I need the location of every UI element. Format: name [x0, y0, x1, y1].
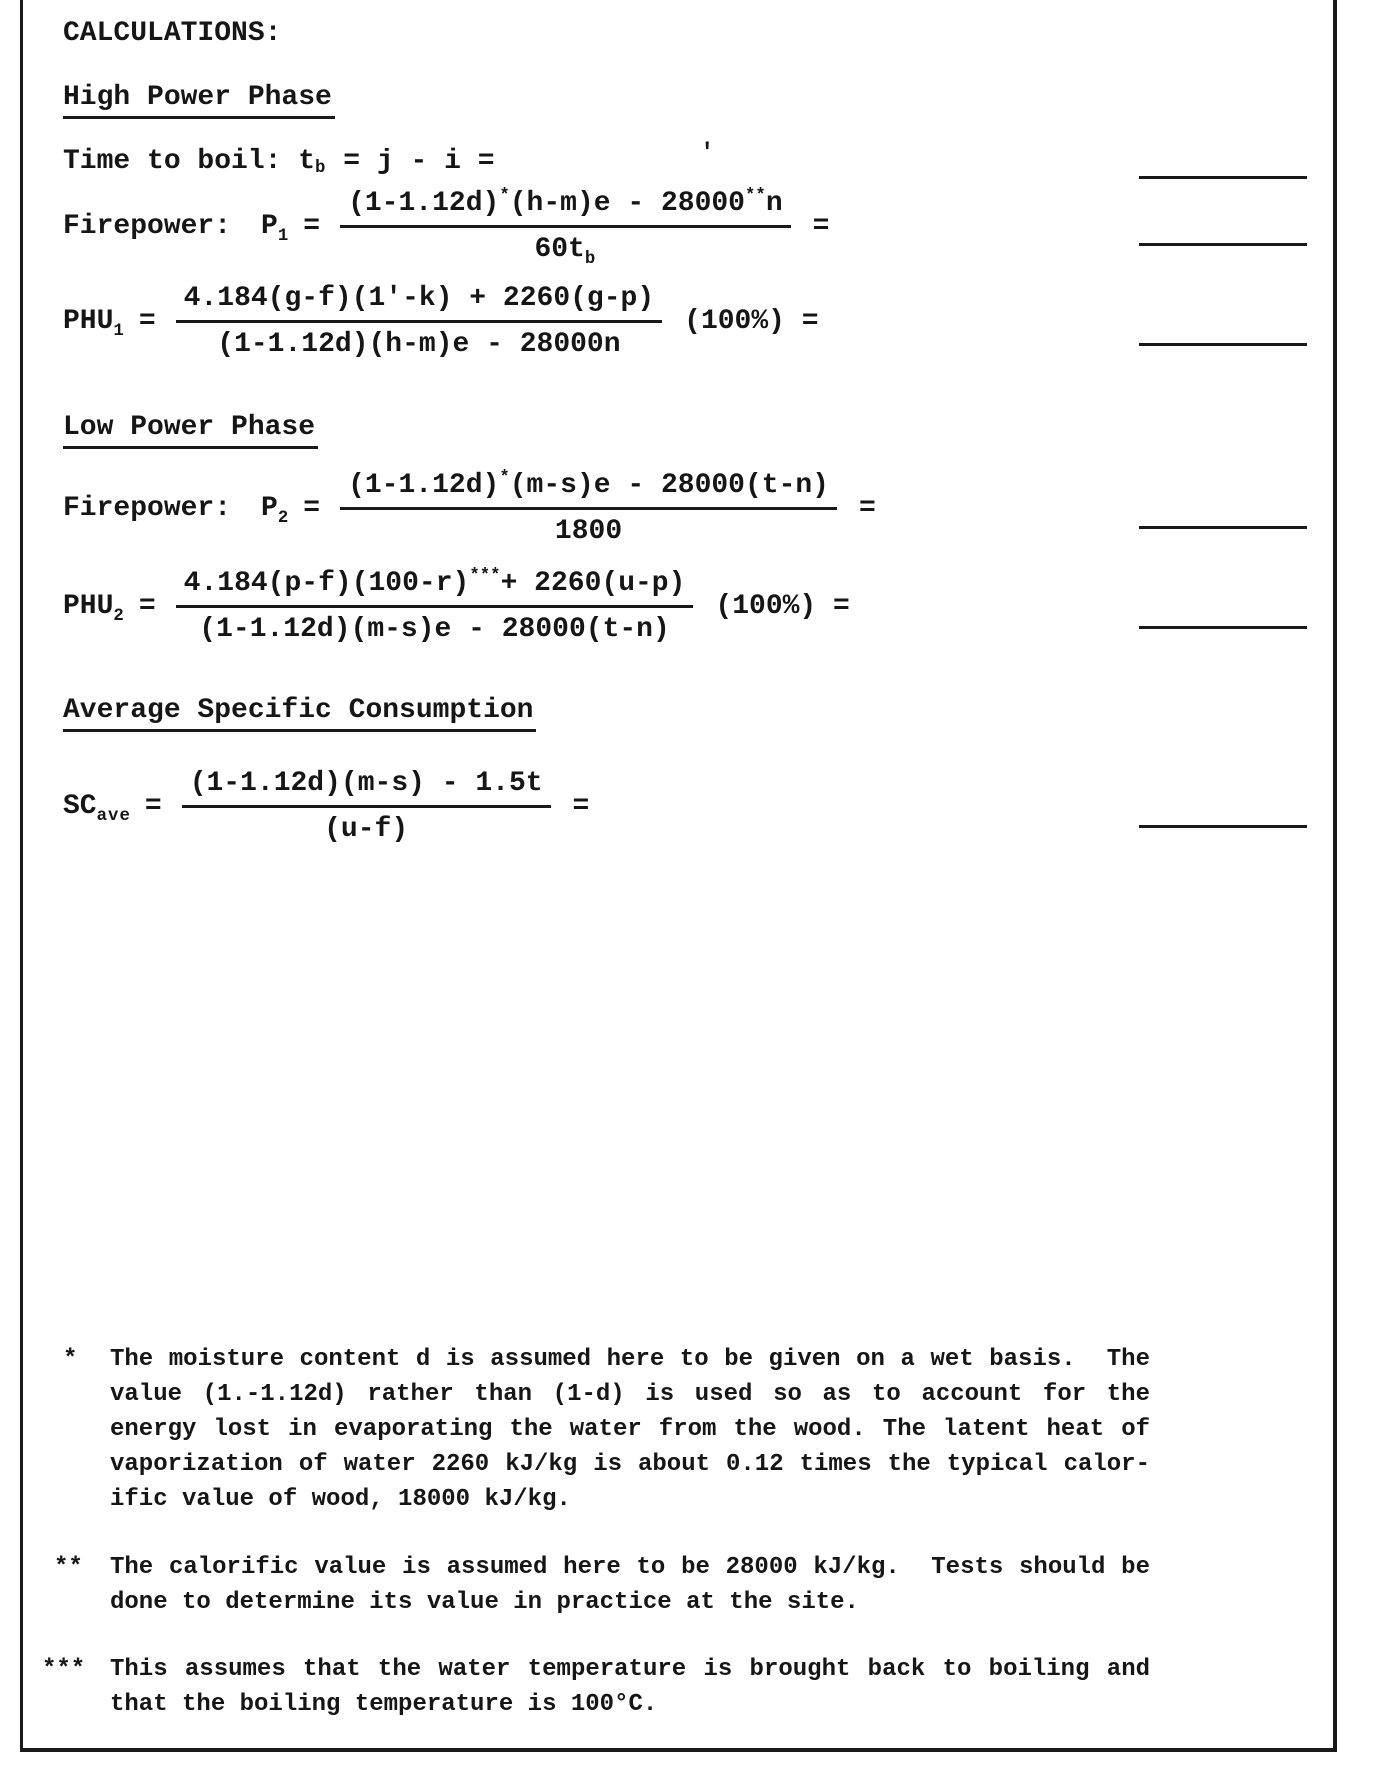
phu2-symbol: [63, 591, 125, 626]
page-title: CALCULATIONS:: [63, 18, 282, 49]
p2-fraction: [340, 470, 837, 547]
sc-ave-formula: [63, 768, 589, 845]
p2-var-sub: 2: [277, 508, 290, 528]
sc-var-sub: ave: [96, 806, 131, 826]
footnote-1-text: [110, 1342, 1150, 1517]
footnote-2-line-1: The calorific value is assumed here to be 28000 kJ/kg. Tests should be: [110, 1554, 1150, 1581]
footnote-1-line-4: vaporization of water 2260 kJ/kg is about 0.12 times the typical calor-: [110, 1451, 1150, 1478]
p2-result-equals: =: [859, 493, 876, 524]
footnote-1-line-1: The moisture content d is assumed here to be given on a wet basis. The: [110, 1346, 1150, 1373]
phu2-num-b: + 2260(u-p): [500, 568, 686, 599]
p1-fraction: [340, 187, 791, 269]
phu2-var: PHU: [63, 591, 114, 622]
firepower-p1-label: Firepower:: [63, 211, 232, 242]
footnote-2-text: [110, 1550, 1150, 1620]
phu1-denominator: (1-1.12d)(h-m)e - 28000n: [217, 329, 621, 360]
phu2-percent-equals: (100%) =: [715, 591, 850, 622]
phu2-equals: =: [138, 591, 156, 622]
phu1-formula: [63, 283, 819, 360]
sc-fraction: [182, 768, 551, 845]
p1-footnote-ref-1: *: [499, 187, 510, 207]
answer-blank-sc-ave: [1139, 825, 1307, 828]
footnote-3-line-1: This assumes that the water temperature is brought back to boiling and: [110, 1656, 1150, 1683]
phu1-var: PHU: [63, 306, 114, 337]
phu2-denominator: (1-1.12d)(m-s)e - 28000(t-n): [199, 614, 670, 645]
footnote-3-line-2: that the boiling temperature is 100°C.: [110, 1691, 658, 1718]
time-to-boil-rhs: = j - i =: [326, 146, 495, 177]
p2-numerator: [340, 470, 837, 510]
p1-symbol: [261, 211, 290, 246]
phu2-numerator: [176, 568, 694, 608]
section-high-power: [63, 82, 335, 119]
phu1-equals: =: [138, 306, 156, 337]
p1-num-b: (h-m)e - 28000: [509, 188, 745, 219]
p2-num-a: (1-1.12d): [348, 470, 500, 501]
firepower-p2-label: Firepower:: [63, 493, 232, 524]
p1-den-text: 60t: [534, 234, 585, 265]
p1-var: P: [261, 211, 278, 242]
firepower-p1-formula: [63, 187, 830, 269]
phu2-formula: [63, 568, 850, 645]
footnote-1-line-5: ific value of wood, 18000 kJ/kg.: [110, 1486, 571, 1513]
phu2-var-sub: 2: [113, 606, 125, 626]
p2-footnote-ref: *: [499, 469, 510, 489]
p1-num-a: (1-1.12d): [348, 188, 500, 219]
section-heading-high-power: High Power Phase: [63, 82, 335, 119]
stray-apostrophe-mark: ': [700, 140, 715, 167]
p1-equals: =: [303, 211, 321, 242]
phu2-fraction: [176, 568, 694, 645]
footnote-3-text: [110, 1652, 1150, 1722]
sc-var: SC: [63, 791, 97, 822]
phu1-symbol: [63, 306, 125, 341]
p2-equals: =: [303, 493, 321, 524]
p1-numerator: [340, 188, 791, 228]
answer-blank-time-to-boil: [1139, 176, 1307, 179]
section-low-power: [63, 412, 318, 449]
time-to-boil-line: [63, 146, 495, 177]
section-average-consumption: [63, 695, 536, 732]
footnote-2-marker: **: [54, 1554, 83, 1581]
firepower-p2-formula: [63, 470, 876, 547]
section-heading-average-consumption: Average Specific Consumption: [63, 695, 536, 732]
footnote-1-line-2: value (1.-1.12d) rather than (1-d) is used so as to account for the: [110, 1381, 1150, 1408]
answer-blank-p1: [1139, 243, 1307, 246]
sc-numerator: (1-1.12d)(m-s) - 1.5t: [182, 768, 551, 808]
p1-result-equals: =: [812, 211, 830, 242]
answer-blank-phu2: [1139, 626, 1307, 629]
phu1-var-sub: 1: [113, 321, 125, 341]
time-to-boil-subscript: b: [315, 158, 327, 178]
p1-denominator: [534, 228, 597, 269]
time-to-boil-text: Time to boil: t: [63, 146, 316, 177]
footnote-1-line-3: energy lost in evaporating the water from the wood. The latent heat of: [110, 1416, 1150, 1443]
phu2-footnote-ref: ***: [469, 567, 501, 587]
phu1-numerator: 4.184(g-f)(1'-k) + 2260(g-p): [176, 283, 662, 323]
answer-blank-p2: [1139, 526, 1307, 529]
p2-denominator: 1800: [554, 516, 623, 547]
p1-footnote-ref-2: **: [744, 187, 766, 207]
phu1-fraction: [176, 283, 662, 360]
footnote-1-marker: *: [63, 1346, 78, 1373]
sc-equals: =: [144, 791, 162, 822]
sc-result-equals: =: [572, 791, 590, 822]
p1-den-sub: b: [584, 249, 597, 269]
p2-var: P: [261, 493, 278, 524]
sc-denominator: (u-f): [324, 814, 409, 845]
phu1-percent-equals: (100%) =: [684, 306, 819, 337]
p2-symbol: [261, 493, 290, 528]
footnote-2-line-2: done to determine its value in practice at the site.: [110, 1589, 859, 1616]
answer-blank-phu1: [1139, 343, 1307, 346]
section-heading-low-power: Low Power Phase: [63, 412, 318, 449]
p1-num-c: n: [765, 188, 783, 219]
footnote-3-marker: ***: [42, 1656, 86, 1683]
phu2-num-a: 4.184(p-f)(100-r): [183, 568, 470, 599]
p2-num-b: (m-s)e - 28000(t-n): [509, 470, 829, 501]
sc-symbol: [63, 791, 131, 826]
p1-var-sub: 1: [277, 226, 290, 246]
